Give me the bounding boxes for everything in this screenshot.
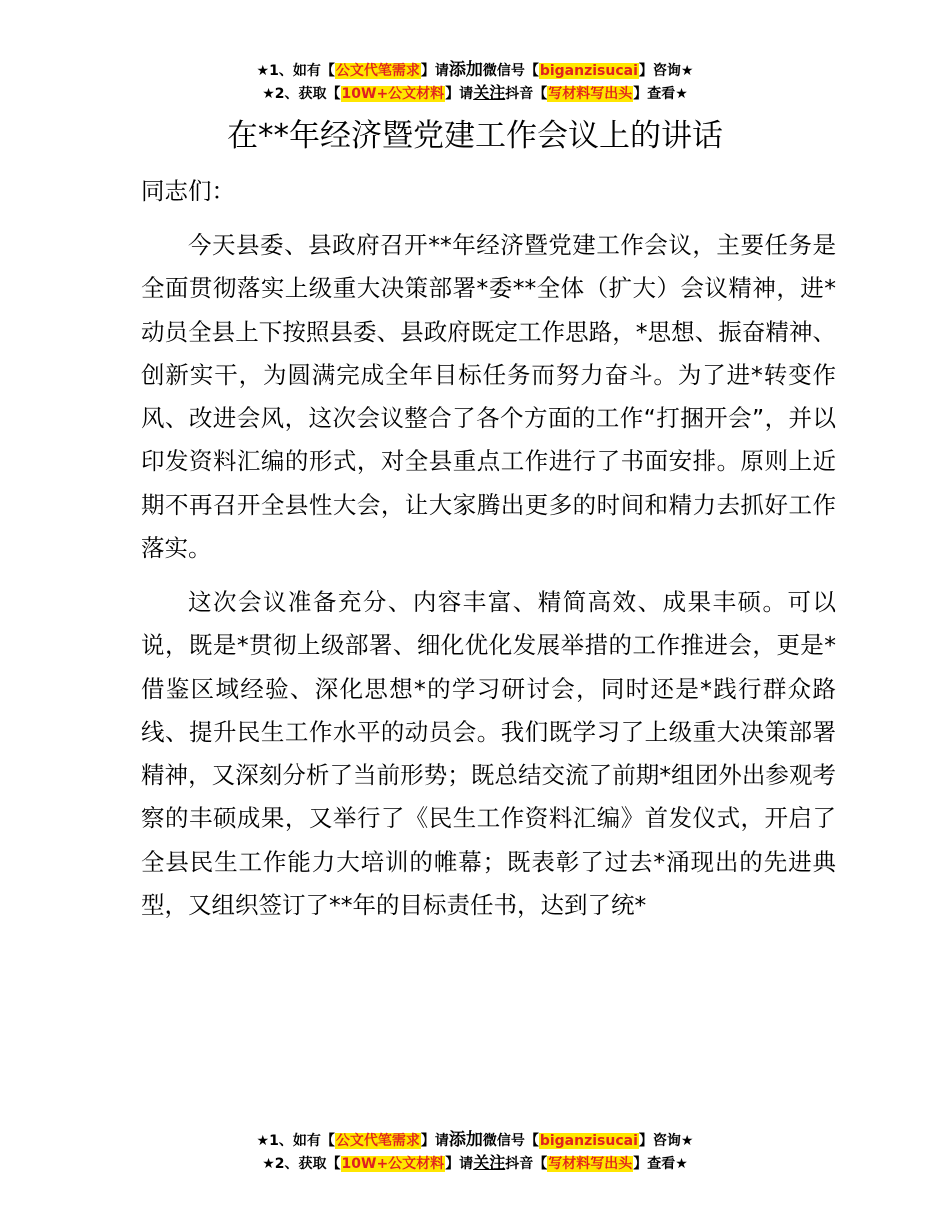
banner-text: 】请	[445, 1156, 474, 1172]
document-title: 在**年经济暨党建工作会议上的讲话	[227, 118, 723, 154]
bottom-banner	[0, 1129, 950, 1175]
banner-line-1	[0, 59, 950, 82]
banner-highlight: 公文代笔需求	[335, 63, 420, 79]
banner-text: ★2、获取【	[262, 1156, 341, 1172]
banner-text: 】查看★	[633, 86, 688, 102]
body-paragraph-2: 这次会议准备充分、内容丰富、精简高效、成果丰硕。可以说，既是*贯彻上级部署、细化优化发展举措的工作推进会，更是*借鉴区域经验、深化思想*的学习研讨会，同时还是*践行群众路线、提升民生工作水平的动员会。我们既学习了上级重大决策部署精神，又深刻分析了当前形势；既总结交流了前期*组团外出参观考察的丰硕成果，又举行了《民生工作资料汇编》首发仪式，开启了全县民生工作能力大培训的帷幕；既表彰了过去*涌现出的先进典型，又组织签订了**年的目标责任书，达到了统*	[141, 588, 836, 920]
banner-line-2	[0, 82, 950, 105]
banner-emphasis: 关注	[473, 83, 506, 102]
banner-text: 】请	[420, 1133, 449, 1149]
banner-wechat-id: biganzisucai	[539, 1133, 638, 1149]
banner-text: ★1、如有【	[256, 63, 335, 79]
banner-highlight: 公文代笔需求	[335, 1133, 420, 1149]
banner-douyin-id: 写材料写出头	[548, 86, 633, 102]
banner-text: ★2、获取【	[262, 86, 341, 102]
banner-douyin-id: 写材料写出头	[548, 1156, 633, 1172]
banner-emphasis: 添加	[448, 60, 483, 80]
banner-emphasis: 添加	[448, 1130, 483, 1150]
banner-text: 】查看★	[633, 1156, 688, 1172]
banner-wechat-id: biganzisucai	[539, 63, 638, 79]
banner-line-1	[0, 1129, 950, 1152]
banner-highlight: 10W+公文材料	[341, 86, 445, 102]
greeting: 同志们：	[141, 177, 235, 205]
top-banner	[0, 59, 950, 105]
banner-text: 微信号【	[482, 1133, 539, 1149]
banner-text: 抖音【	[505, 1156, 548, 1172]
banner-text: 微信号【	[482, 63, 539, 79]
banner-text: 抖音【	[505, 86, 548, 102]
banner-line-2	[0, 1152, 950, 1175]
banner-text: 】咨询★	[638, 63, 694, 79]
banner-text: 】咨询★	[638, 1133, 694, 1149]
banner-text: 】请	[420, 63, 449, 79]
banner-emphasis: 关注	[473, 1153, 506, 1172]
body-paragraph-1: 今天县委、县政府召开**年经济暨党建工作会议，主要任务是全面贯彻落实上级重大决策部署*委**全体（扩大）会议精神，进*动员全县上下按照县委、县政府既定工作思路，*思想、振奋精神、创新实干，为圆满完成全年目标任务而努力奋斗。为了进*转变作风、改进会风，这次会议整合了各个方面的工作“打捆开会”，并以印发资料汇编的形式，对全县重点工作进行了书面安排。原则上近期不再召开全县性大会，让大家腾出更多的时间和精力去抓好工作落实。	[141, 231, 836, 563]
banner-text: ★1、如有【	[256, 1133, 335, 1149]
banner-highlight: 10W+公文材料	[341, 1156, 445, 1172]
banner-text: 】请	[445, 86, 474, 102]
